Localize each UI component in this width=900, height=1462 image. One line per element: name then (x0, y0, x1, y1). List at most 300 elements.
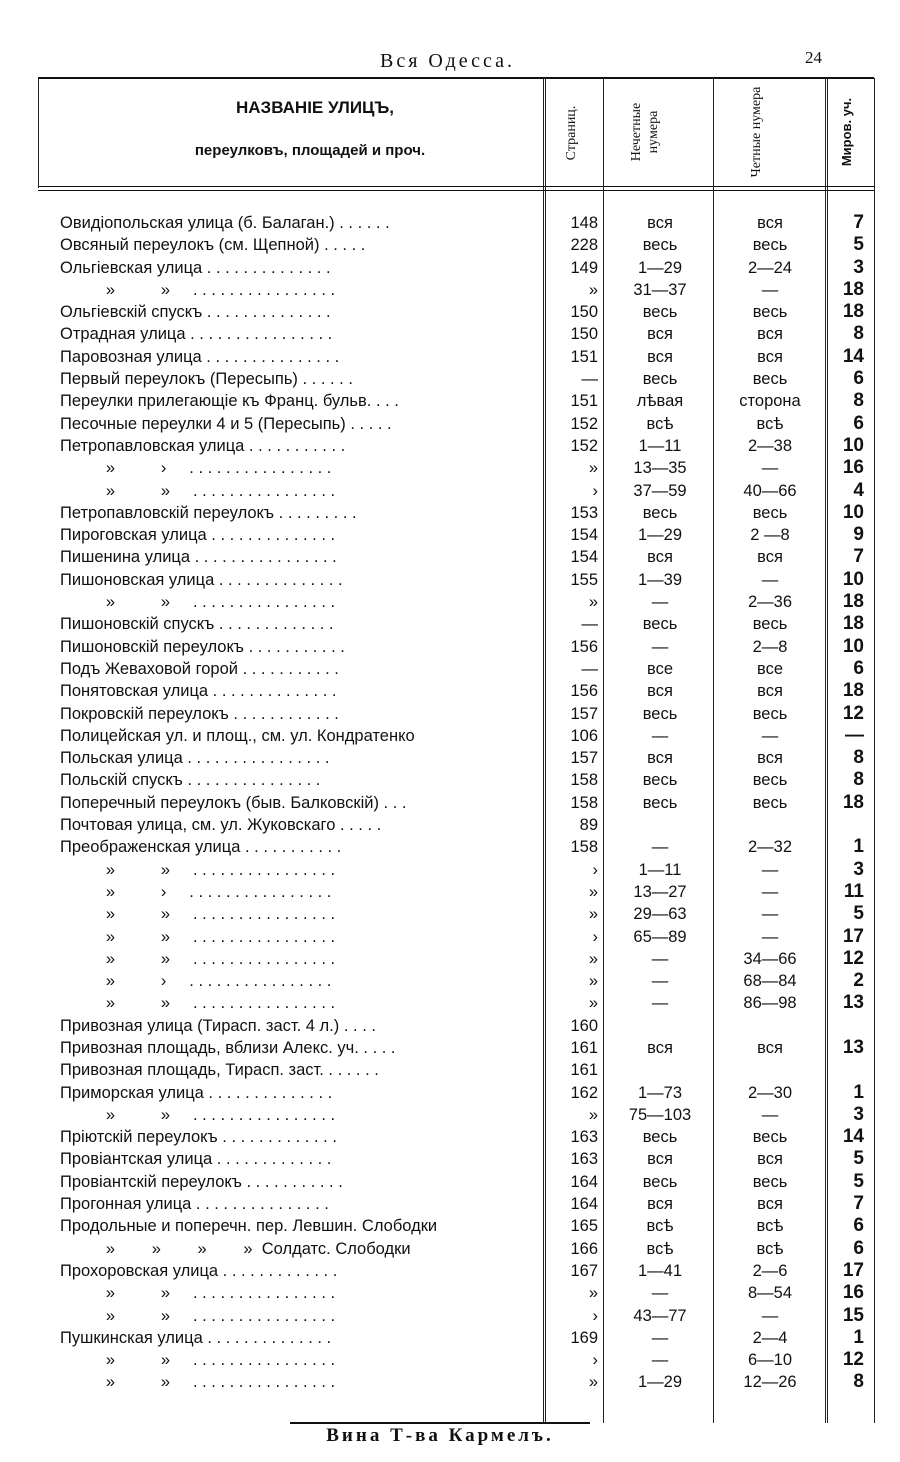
even-numbers: — (761, 882, 779, 901)
table-row (0, 903, 900, 925)
table-row (0, 1126, 900, 1148)
odd-numbers: всѣ (646, 414, 674, 433)
table-row (0, 212, 900, 234)
odd-numbers: 1—39 (637, 570, 683, 589)
even-numbers: 2—4 (752, 1328, 788, 1347)
district-number: 16 (842, 1282, 864, 1304)
page-ref: 152 (570, 436, 598, 455)
district-number: 6 (853, 1237, 864, 1259)
district-number: 14 (842, 1126, 864, 1148)
even-numbers: всѣ (756, 1239, 784, 1258)
header-even-column: Четные нумера (749, 86, 764, 178)
district-number: 11 (843, 880, 864, 902)
page-ref: 228 (570, 236, 598, 255)
even-numbers: 34—66 (743, 949, 797, 968)
page-ref: — (581, 370, 598, 389)
table-row (0, 301, 900, 323)
district-number: 18 (842, 791, 864, 813)
district-number: 10 (842, 568, 864, 590)
district-number: 12 (842, 1349, 864, 1371)
district-number: 2 (853, 970, 864, 992)
page-ref: 149 (570, 258, 598, 277)
district-number: 8 (853, 323, 864, 345)
page-ref: 164 (570, 1172, 598, 1191)
page-ref: 156 (570, 637, 598, 656)
street-table (0, 212, 900, 1394)
even-numbers: — (761, 905, 779, 924)
odd-numbers: — (651, 593, 669, 612)
street-name: Поперечный переулокъ (быв. Балковскiй) . . . (60, 793, 407, 812)
district-number: 5 (853, 234, 864, 256)
odd-numbers: — (651, 726, 669, 745)
table-row (0, 1305, 900, 1327)
page-ref: 157 (570, 704, 598, 723)
page-ref: › (592, 927, 598, 946)
page-ref: 163 (570, 1150, 598, 1169)
even-numbers: вся (757, 749, 783, 768)
odd-numbers: 37—59 (633, 481, 687, 500)
page-ref: » (588, 459, 598, 478)
street-name: » » . . . . . . . . . . . . . . . . (60, 1105, 336, 1124)
even-numbers: весь (752, 771, 788, 790)
page-ref: › (592, 1306, 598, 1325)
page-ref: » (588, 905, 598, 924)
odd-numbers: 1—11 (638, 860, 682, 879)
table-row (0, 792, 900, 814)
table-row (0, 881, 900, 903)
even-numbers: весь (752, 1128, 788, 1147)
district-number: 18 (842, 591, 864, 613)
odd-numbers: весь (642, 503, 678, 522)
district-number: 18 (842, 613, 864, 635)
odd-numbers: всѣ (646, 1217, 674, 1236)
odd-numbers: 43—77 (633, 1306, 687, 1325)
odd-numbers: 13—27 (633, 882, 687, 901)
even-numbers: 2—6 (752, 1261, 788, 1280)
district-number: 17 (842, 1259, 864, 1281)
street-name: » » . . . . . . . . . . . . . . . . (60, 860, 336, 879)
page-ref: › (592, 860, 598, 879)
odd-numbers: 1—29 (637, 258, 683, 277)
even-numbers: вся (757, 347, 783, 366)
table-row (0, 546, 900, 568)
table-row (0, 524, 900, 546)
table-row (0, 725, 900, 747)
street-name: » » . . . . . . . . . . . . . . . . (60, 927, 336, 946)
page-ref: 166 (570, 1239, 598, 1258)
footer-rule (290, 1422, 590, 1424)
odd-numbers: лѣвая (636, 392, 684, 411)
street-name: Почтовая улица, см. ул. Жуковскаго . . . . . (60, 816, 382, 835)
district-number: 13 (842, 992, 864, 1014)
table-row (0, 992, 900, 1014)
even-numbers: весь (752, 615, 788, 634)
street-name: » » » » Солдатс. Слободки (60, 1239, 411, 1258)
odd-numbers: всѣ (646, 1239, 674, 1258)
district-number: 3 (853, 1103, 864, 1125)
even-numbers: вся (757, 214, 783, 232)
page-ref: — (581, 615, 598, 634)
header-district-column: Миров. уч. (839, 97, 854, 167)
street-name: Провiантскiй переулокъ . . . . . . . . . . . (60, 1172, 343, 1191)
district-number: 1 (853, 1081, 864, 1103)
street-name: Прiютскiй переулокъ . . . . . . . . . . . . . (60, 1128, 337, 1147)
table-row (0, 680, 900, 702)
district-number: 12 (842, 947, 864, 969)
table-row (0, 234, 900, 256)
district-number: 7 (853, 546, 864, 568)
even-numbers: вся (757, 682, 783, 701)
even-numbers: вся (757, 548, 783, 567)
odd-numbers: вся (647, 325, 673, 344)
district-number: 3 (853, 858, 864, 880)
page-ref: 151 (570, 347, 598, 366)
district-number: 6 (853, 368, 864, 390)
odd-numbers: вся (647, 1150, 673, 1169)
table-row (0, 613, 900, 635)
table-row (0, 1059, 900, 1081)
district-number: 18 (842, 301, 864, 323)
street-name: » › . . . . . . . . . . . . . . . . (60, 972, 332, 991)
odd-numbers: 1—73 (637, 1083, 683, 1102)
page-ref: » (588, 972, 598, 991)
odd-numbers: — (651, 1351, 669, 1370)
page-ref: 154 (570, 526, 598, 545)
street-name: Преображенская улица . . . . . . . . . . . (60, 838, 342, 857)
table-row (0, 769, 900, 791)
page-ref: 155 (570, 570, 598, 589)
district-number: 8 (853, 1371, 864, 1393)
district-number: 6 (853, 412, 864, 434)
district-number: 17 (842, 925, 864, 947)
street-name: Пишоновскiй спускъ . . . . . . . . . . . . . (60, 615, 334, 634)
street-name: Прохоровская улица . . . . . . . . . . . . . (60, 1261, 338, 1280)
even-numbers: весь (752, 503, 788, 522)
street-name: » » . . . . . . . . . . . . . . . . (60, 949, 336, 968)
district-number: 18 (842, 278, 864, 300)
street-name: Пишоновскiй переулокъ . . . . . . . . . . . (60, 637, 345, 656)
table-row (0, 457, 900, 479)
table-row (0, 413, 900, 435)
street-name: Песочные переулки 4 и 5 (Пересыпь) . . . . . (60, 414, 392, 433)
top-rule (38, 77, 874, 79)
table-row (0, 435, 900, 457)
district-number: 10 (842, 501, 864, 523)
header-main-title: НАЗВАНIЕ УЛИЦЪ, (236, 98, 394, 117)
street-name: Первый переулокъ (Пересыпь) . . . . . . (60, 370, 353, 389)
even-numbers: весь (752, 704, 788, 723)
page-ref: 169 (570, 1328, 598, 1347)
street-name: Пироговская улица . . . . . . . . . . . . . . (60, 526, 336, 545)
street-name: » » . . . . . . . . . . . . . . . . (60, 994, 336, 1013)
street-name: Переулки прилегающiе къ Франц. бульв. . . . (60, 392, 399, 411)
even-numbers: весь (752, 303, 788, 322)
page-ref: 153 (570, 503, 598, 522)
table-row (0, 346, 900, 368)
table-row (0, 569, 900, 591)
page-ref: — (581, 659, 598, 678)
even-numbers: весь (752, 236, 788, 255)
district-number: 7 (853, 212, 864, 233)
table-row (0, 1282, 900, 1304)
odd-numbers: 13—35 (633, 459, 687, 478)
page-ref: 160 (570, 1016, 598, 1035)
street-name: » » . . . . . . . . . . . . . . . . (60, 280, 336, 299)
page-number: 24 (805, 48, 822, 67)
even-numbers: — (761, 726, 779, 745)
district-number: 4 (853, 479, 864, 501)
table-row (0, 1349, 900, 1371)
even-numbers: 2—8 (752, 637, 788, 656)
header-rule-second (38, 190, 874, 191)
table-row (0, 1148, 900, 1170)
street-name: » » . . . . . . . . . . . . . . . . (60, 593, 336, 612)
district-number: 10 (842, 434, 864, 456)
page-ref: › (592, 481, 598, 500)
even-numbers: 86—98 (743, 994, 797, 1013)
table-row (0, 859, 900, 881)
district-number: 5 (853, 903, 864, 925)
page-ref: 89 (579, 816, 598, 835)
table-row (0, 1260, 900, 1282)
even-numbers: сторона (739, 392, 801, 411)
table-row (0, 1193, 900, 1215)
page-ref: 165 (570, 1217, 598, 1236)
even-numbers: всѣ (756, 1217, 784, 1236)
page-ref: 162 (570, 1083, 598, 1102)
odd-numbers: весь (642, 1128, 678, 1147)
street-name: Провiантская улица . . . . . . . . . . . . . (60, 1150, 332, 1169)
page-ref: » (588, 994, 598, 1013)
even-numbers: вся (757, 1038, 783, 1057)
page-ref: 154 (570, 548, 598, 567)
even-numbers: все (756, 659, 783, 678)
odd-numbers: вся (647, 749, 673, 768)
street-name: Приморская улица . . . . . . . . . . . . . . (60, 1083, 333, 1102)
page-ref: 152 (570, 414, 598, 433)
district-number: 12 (842, 702, 864, 724)
street-name: Петропавловская улица . . . . . . . . . . . (60, 436, 346, 455)
page-ref: » (588, 1284, 598, 1303)
page-ref: 156 (570, 682, 598, 701)
page-ref: 158 (570, 793, 598, 812)
page-ref: » (588, 280, 598, 299)
street-name: » » . . . . . . . . . . . . . . . . (60, 1284, 336, 1303)
page-ref: » (588, 949, 598, 968)
table-row (0, 703, 900, 725)
odd-numbers: вся (647, 1038, 673, 1057)
odd-numbers: — (651, 838, 669, 857)
table-row (0, 368, 900, 390)
even-numbers: — (761, 570, 779, 589)
page-ref: 158 (570, 771, 598, 790)
even-numbers: 2—38 (747, 436, 793, 455)
header-odd-column: Нечетные нумера (629, 102, 661, 162)
page-ref: 106 (570, 726, 598, 745)
page-ref: 158 (570, 838, 598, 857)
odd-numbers: 29—63 (633, 905, 687, 924)
odd-numbers: весь (642, 704, 678, 723)
district-number: 6 (853, 657, 864, 679)
street-name: » › . . . . . . . . . . . . . . . . (60, 882, 332, 901)
street-name: Ольгiевскiй спускъ . . . . . . . . . . . . . . (60, 303, 331, 322)
street-name: Польская улица . . . . . . . . . . . . . . . . (60, 749, 330, 768)
table-row (0, 1037, 900, 1059)
page-title: Вся Одесса. (380, 50, 516, 72)
table-row (0, 658, 900, 680)
even-numbers: вся (757, 1195, 783, 1214)
odd-numbers: вся (647, 214, 673, 232)
district-number: 15 (842, 1304, 864, 1326)
street-name: Овидiопольская улица (б. Балаган.) . . . . . . (60, 214, 390, 232)
odd-numbers: 1—11 (638, 436, 682, 455)
street-name: Прогонная улица . . . . . . . . . . . . . . . (60, 1195, 329, 1214)
district-number: 8 (853, 769, 864, 791)
district-number: 16 (842, 457, 864, 479)
even-numbers: 2—30 (747, 1083, 793, 1102)
district-number: 5 (853, 1170, 864, 1192)
even-numbers: — (761, 1105, 779, 1124)
district-number: 1 (853, 1326, 864, 1348)
district-number: 5 (853, 1148, 864, 1170)
table-row (0, 257, 900, 279)
street-name: Привозная площадь, Тирасп. заст. . . . . . . (60, 1061, 379, 1080)
even-numbers: 68—84 (743, 972, 797, 991)
page-ref: 151 (570, 392, 598, 411)
odd-numbers: — (651, 1284, 669, 1303)
even-numbers: весь (752, 793, 788, 812)
street-name: Паровозная улица . . . . . . . . . . . . . . . (60, 347, 340, 366)
district-number: 1 (853, 836, 864, 858)
table-row (0, 323, 900, 345)
even-numbers: — (761, 1306, 779, 1325)
odd-numbers: весь (642, 236, 678, 255)
even-numbers: 2—32 (747, 838, 793, 857)
header-subtitle: переулковъ, площадей и проч. (194, 142, 426, 159)
odd-numbers: все (646, 659, 673, 678)
table-row (0, 390, 900, 412)
district-number: 7 (853, 1193, 864, 1215)
district-number: 14 (842, 345, 864, 367)
odd-numbers: — (651, 949, 669, 968)
even-numbers: — (761, 860, 779, 879)
street-name: Ольгiевская улица . . . . . . . . . . . . . . (60, 258, 331, 277)
odd-numbers: 31—37 (633, 280, 687, 299)
page-ref: » (588, 1373, 598, 1392)
even-numbers: — (761, 280, 779, 299)
table-row (0, 926, 900, 948)
odd-numbers: вся (647, 682, 673, 701)
street-name: Отрадная улица . . . . . . . . . . . . . . . . (60, 325, 333, 344)
odd-numbers: 1—41 (637, 1261, 683, 1280)
page-ref: » (588, 593, 598, 612)
street-name: Покровскiй переулокъ . . . . . . . . . . . . (60, 704, 339, 723)
district-number: 10 (842, 635, 864, 657)
left-border (38, 78, 39, 188)
table-row (0, 1104, 900, 1126)
footer-advert: Вина Т-ва Кармелъ. (326, 1425, 554, 1446)
even-numbers: весь (752, 370, 788, 389)
odd-numbers: — (651, 994, 669, 1013)
page-ref: 150 (570, 325, 598, 344)
street-name: » » . . . . . . . . . . . . . . . . (60, 481, 336, 500)
street-name: Понятовская улица . . . . . . . . . . . . . . (60, 682, 337, 701)
even-numbers: — (761, 459, 779, 478)
district-number: 6 (853, 1215, 864, 1237)
even-numbers: вся (757, 1150, 783, 1169)
district-number: 18 (842, 680, 864, 702)
table-row (0, 948, 900, 970)
table-row (0, 480, 900, 502)
even-numbers: 2—24 (747, 258, 793, 277)
even-numbers: — (761, 927, 779, 946)
table-row (0, 279, 900, 301)
table-row (0, 591, 900, 613)
page-ref: 150 (570, 303, 598, 322)
page-ref: 167 (570, 1261, 598, 1280)
district-number: — (845, 724, 864, 746)
odd-numbers: весь (642, 771, 678, 790)
even-numbers: 6—10 (747, 1351, 793, 1370)
street-name: Пушкинская улица . . . . . . . . . . . . . . (60, 1328, 332, 1347)
table-row (0, 1327, 900, 1349)
odd-numbers: весь (642, 370, 678, 389)
table-row (0, 1215, 900, 1237)
page-ref: 164 (570, 1195, 598, 1214)
table-row (0, 636, 900, 658)
odd-numbers: весь (642, 1172, 678, 1191)
odd-numbers: весь (642, 303, 678, 322)
table-row (0, 1171, 900, 1193)
table-row (0, 1082, 900, 1104)
odd-numbers: 1—29 (637, 526, 683, 545)
even-numbers: 40—66 (743, 481, 797, 500)
odd-numbers: 65—89 (633, 927, 687, 946)
odd-numbers: — (651, 637, 669, 656)
page-ref: › (592, 1351, 598, 1370)
table-row (0, 814, 900, 836)
table-row (0, 836, 900, 858)
street-name: » » . . . . . . . . . . . . . . . . (60, 1351, 336, 1370)
even-numbers: вся (757, 325, 783, 344)
street-name: » › . . . . . . . . . . . . . . . . (60, 459, 332, 478)
district-number: 8 (853, 747, 864, 769)
table-row (0, 1371, 900, 1393)
even-numbers: весь (752, 1172, 788, 1191)
street-name: Овсяный переулокъ (см. Щепной) . . . . . (60, 236, 366, 255)
street-name: Подъ Жеваховой горой . . . . . . . . . . . (60, 659, 339, 678)
district-number: 3 (853, 256, 864, 278)
page-ref: 148 (570, 214, 598, 232)
page-ref: 157 (570, 749, 598, 768)
odd-numbers: вся (647, 548, 673, 567)
street-name: » » . . . . . . . . . . . . . . . . (60, 1373, 336, 1392)
even-numbers: 2—36 (747, 593, 793, 612)
page-ref: 161 (570, 1038, 598, 1057)
table-row (0, 747, 900, 769)
odd-numbers: вся (647, 347, 673, 366)
page-ref: 163 (570, 1128, 598, 1147)
page-ref: » (588, 1105, 598, 1124)
odd-numbers: весь (642, 615, 678, 634)
odd-numbers: 75—103 (628, 1105, 692, 1124)
odd-numbers: — (651, 1328, 669, 1347)
street-name: Привозная площадь, вблизи Алекс. уч. . . . . (60, 1038, 396, 1057)
street-name: Пишоновская улица . . . . . . . . . . . . . . (60, 570, 343, 589)
even-numbers: 8—54 (747, 1284, 793, 1303)
street-name: » » . . . . . . . . . . . . . . . . (60, 905, 336, 924)
district-number: 8 (853, 390, 864, 412)
